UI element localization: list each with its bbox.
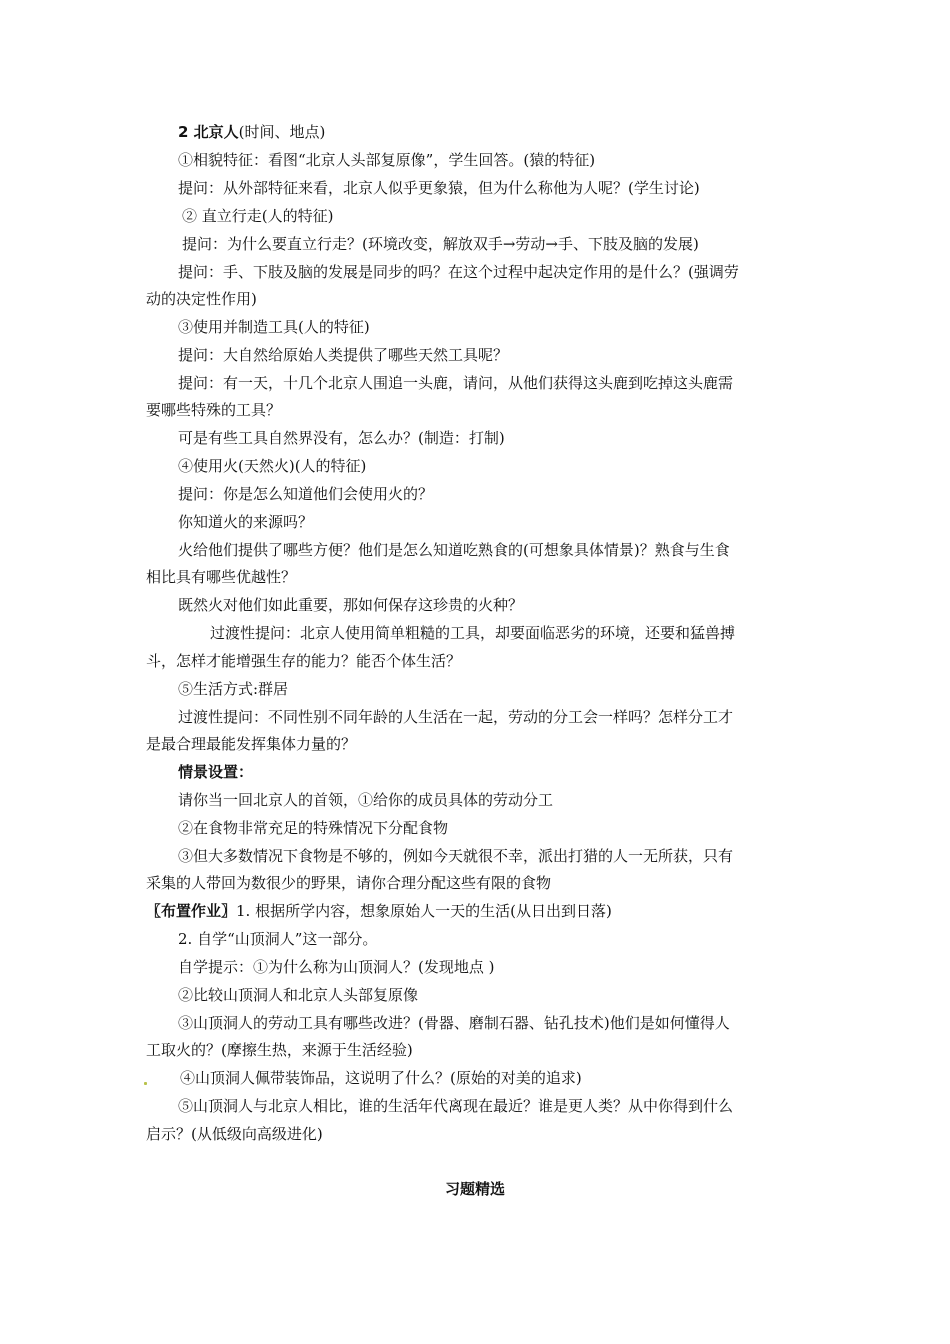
text-line: 火给他们提供了哪些方便？他们是怎么知道吃熟食的(可想象具体情景)？熟食与生食: [178, 541, 730, 559]
text-line: 提问：手、下肢及脑的发展是同步的吗？在这个过程中起决定作用的是什么？(强调劳: [178, 263, 739, 281]
text-line: 提问：有一天，十几个北京人围追一头鹿，请问，从他们获得这头鹿到吃掉这头鹿需: [178, 374, 734, 392]
text-line: 要哪些特殊的工具？: [146, 401, 282, 419]
text-line: 既然火对他们如此重要，那如何保存这珍贵的火种？: [178, 596, 524, 614]
text-line: 提问：为什么要直立行走？(环境改变，解放双手→劳动→手、下肢及脑的发展): [182, 235, 699, 253]
text-line: 提问：从外部特征来看，北京人似乎更象猿，但为什么称他为人呢？(学生讨论): [178, 179, 700, 197]
speck-mark: [144, 1082, 147, 1085]
text-line: 相比具有哪些优越性？: [146, 568, 297, 586]
text-line: 过渡性提问：北京人使用简单粗糙的工具，却要面临恶劣的环境，还要和猛兽搏: [210, 624, 736, 642]
text-line: ①相貌特征：看图“北京人头部复原像”，学生回答。(猿的特征): [178, 151, 596, 169]
text-line: 可是有些工具自然界没有，怎么办？(制造：打制): [178, 429, 505, 447]
scenario-heading: [178, 762, 253, 782]
heading-beijing-man: [178, 122, 325, 142]
text-line: 是最合理最能发挥集体力量的？: [146, 735, 357, 753]
text-line: 动的决定性作用): [146, 290, 257, 308]
homework-line: [146, 901, 612, 921]
text-line: ②比较山顶洞人和北京人头部复原像: [178, 986, 419, 1004]
text-line: ④使用火(天然火)(人的特征): [178, 457, 367, 475]
text-line: 2. 自学“山顶洞人”这一部分。: [178, 930, 378, 948]
text-line: 过渡性提问：不同性别不同年龄的人生活在一起，劳动的分工会一样吗？怎样分工才: [178, 708, 734, 726]
text-line: 采集的人带回为数很少的野果，请你合理分配这些有限的食物: [146, 874, 552, 892]
text-line: 启示？(从低级向高级进化): [146, 1125, 323, 1143]
text-line: ② 直立行走(人的特征): [182, 207, 334, 225]
text-line: ⑤山顶洞人与北京人相比，谁的生活年代离现在最近？谁是更人类？从中你得到什么: [178, 1097, 734, 1115]
heading-note: (时间、地点): [238, 123, 326, 141]
text-line: ⑤生活方式:群居: [178, 680, 289, 698]
heading-bold: 2 北京人: [178, 123, 239, 141]
text-line: ②在食物非常充足的特殊情况下分配食物: [178, 819, 449, 837]
text-line: 提问：大自然给原始人类提供了哪些天然工具呢？: [178, 346, 509, 364]
homework-text: 1. 根据所学内容，想象原始人一天的生活(从日出到日落): [236, 902, 612, 920]
scenario-heading-bold: 情景设置：: [178, 763, 254, 781]
text-line: ③山顶洞人的劳动工具有哪些改进？(骨器、磨制石器、钻孔技术)他们是如何懂得人: [178, 1014, 730, 1032]
section-title: 习题精选: [444, 1180, 505, 1198]
text-line: 提问：你是怎么知道他们会使用火的？: [178, 485, 434, 503]
text-line: 自学提示：①为什么称为山顶洞人？(发现地点 ): [178, 958, 495, 976]
homework-label: 〖布置作业〗: [146, 902, 237, 920]
text-line: 请你当一回北京人的首领，①给你的成员具体的劳动分工: [178, 791, 554, 809]
text-line: 工取火的？(摩擦生热，来源于生活经验): [146, 1041, 413, 1059]
text-line: 你知道火的来源吗？: [178, 513, 314, 531]
text-line: ④山顶洞人佩带装饰品，这说明了什么？(原始的对美的追求): [180, 1069, 582, 1087]
text-line: 斗，怎样才能增强生存的能力？能否个体生活？: [146, 652, 462, 670]
text-line: ③但大多数情况下食物是不够的，例如今天就很不幸，派出打猎的人一无所获，只有: [178, 847, 734, 865]
text-line: ③使用并制造工具(人的特征): [178, 318, 370, 336]
